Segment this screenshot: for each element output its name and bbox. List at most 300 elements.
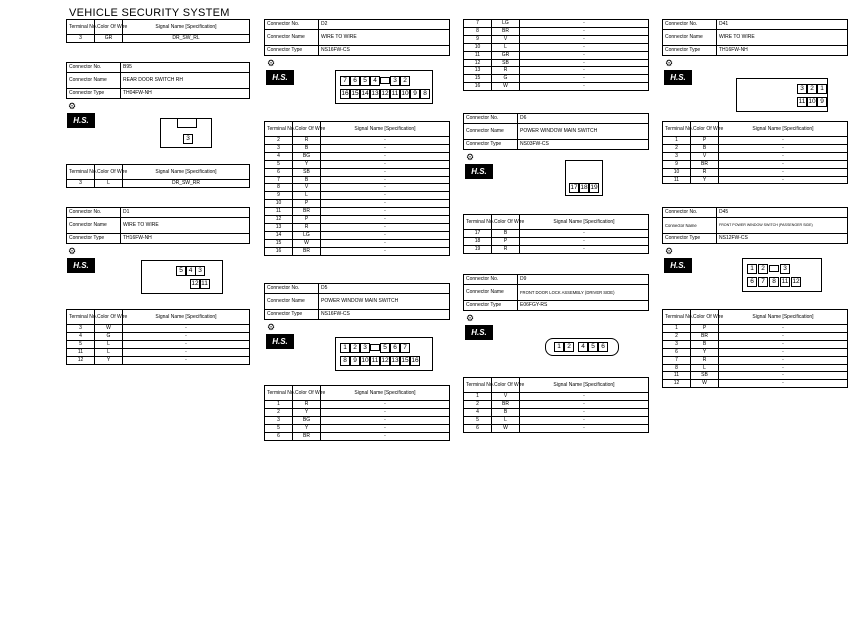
- connector-pin: 15: [351, 90, 359, 97]
- table-row: [67, 356, 250, 364]
- connector-pin: 4: [370, 76, 380, 86]
- wire-color-cell: GR: [492, 51, 520, 59]
- wire-color-cell: B: [492, 408, 520, 416]
- signal-cell: -: [321, 144, 450, 152]
- terminal-cell: 10: [265, 200, 293, 208]
- signal-cell: -: [321, 424, 450, 432]
- table-row: [67, 180, 250, 188]
- connector-d45-table: Terminal No. Color Of Wire Signal Name [Specification] 1 P - 2 BR - 3 B - 6 Y - 7 R - 8 L - 11 SB - 12 W -: [662, 309, 848, 388]
- lock-slot: [769, 265, 779, 272]
- connector-pin: 11: [201, 280, 208, 287]
- wire-color-cell: W: [492, 83, 520, 91]
- page-title: VEHICLE SECURITY SYSTEM: [69, 7, 230, 19]
- connector-b95-table: Terminal No. Color Of Wire Signal Name [Specification] 3 L DR_SW_RR: [66, 164, 250, 188]
- signal-cell: -: [719, 348, 848, 356]
- terminal-cell: 1: [265, 401, 293, 409]
- terminal-cell: 6: [663, 348, 691, 356]
- terminal-cell: 3: [67, 325, 95, 333]
- table-row: [464, 83, 649, 91]
- wire-color-cell: R: [691, 168, 719, 176]
- connector-b95-info: Connector No. B95 Connector Name REAR DOOR SWITCH RH Connector Type TH04FW-NH: [66, 62, 250, 99]
- wire-color-cell: V: [691, 152, 719, 160]
- table-row: [464, 393, 649, 401]
- hs-icon: ⚙ H.S.: [465, 313, 495, 343]
- terminal-cell: 4: [265, 152, 293, 160]
- terminal-cell: 5: [464, 416, 492, 424]
- table-row: [265, 223, 450, 231]
- signal-cell: -: [520, 245, 649, 253]
- connector-pin: 13: [391, 357, 399, 364]
- table-row: [265, 416, 450, 424]
- connector-d1-diagram: [141, 260, 223, 294]
- signal-cell: -: [719, 160, 848, 168]
- connector-pin: 9: [350, 356, 360, 366]
- signal-cell: -: [321, 401, 450, 409]
- signal-cell: -: [520, 393, 649, 401]
- connector-pin: 12: [191, 280, 199, 287]
- vehicle-security-top-table: Terminal No. Color Of Wire Signal Name [Specification] 3 GR DR_SW_RL: [66, 19, 250, 43]
- table-row: [464, 20, 649, 28]
- signal-cell: -: [520, 43, 649, 51]
- table-row: [464, 408, 649, 416]
- terminal-cell: 14: [265, 231, 293, 239]
- connector-d5-diagram: [335, 337, 433, 371]
- terminal-cell: 6: [265, 432, 293, 440]
- connector-pin: 3: [360, 343, 370, 353]
- connector-pin: 12: [381, 90, 389, 97]
- table-row: [464, 400, 649, 408]
- table-row: [67, 332, 250, 340]
- table-row: [464, 75, 649, 83]
- wire-color-cell: W: [492, 424, 520, 432]
- terminal-cell: 3: [67, 180, 95, 188]
- table-row: [265, 200, 450, 208]
- signal-cell: -: [321, 152, 450, 160]
- table-row: [663, 137, 848, 145]
- table-row: [265, 231, 450, 239]
- signal-cell: -: [719, 137, 848, 145]
- signal-cell: -: [520, 75, 649, 83]
- terminal-cell: 5: [265, 160, 293, 168]
- connector-d2-info: Connector No. D2 Connector Name WIRE TO WIRE Connector Type NS16FW-CS: [264, 19, 450, 56]
- wire-color-cell: SB: [492, 59, 520, 67]
- table-row: [464, 35, 649, 43]
- connector-pin: 3: [390, 76, 400, 86]
- connector-pin: 18: [580, 184, 588, 191]
- terminal-cell: 7: [464, 20, 492, 28]
- connector-pin: 11: [781, 278, 789, 285]
- table-row: [663, 364, 848, 372]
- terminal-cell: 16: [265, 247, 293, 255]
- hs-icon: ⚙ H.S.: [67, 246, 97, 276]
- wire-color-cell: B: [492, 230, 520, 238]
- table-row: [265, 247, 450, 255]
- connector-pin: 5: [360, 76, 370, 86]
- signal-cell: -: [321, 408, 450, 416]
- connector-pin: 6: [390, 343, 400, 353]
- connector-pin: 1: [340, 343, 350, 353]
- terminal-cell: 15: [265, 239, 293, 247]
- connector-pin: 10: [808, 98, 816, 105]
- wire-color-cell: Y: [95, 356, 123, 364]
- connector-pin: 15: [401, 357, 409, 364]
- terminal-cell: 10: [663, 168, 691, 176]
- signal-cell: -: [321, 247, 450, 255]
- connector-pin: 7: [758, 277, 768, 287]
- connector-pin: 9: [817, 97, 827, 107]
- terminal-cell: 3: [265, 144, 293, 152]
- table-row: [265, 144, 450, 152]
- signal-cell: -: [321, 192, 450, 200]
- connector-d1-table: Terminal No. Color Of Wire Signal Name [Specification] 3 W - 4 G - 5 L - 11 L - 12 Y -: [66, 309, 250, 365]
- signal-cell: -: [123, 356, 250, 364]
- wire-color-cell: BR: [691, 332, 719, 340]
- signal-cell: -: [520, 416, 649, 424]
- terminal-cell: 9: [265, 192, 293, 200]
- signal-cell: -: [520, 408, 649, 416]
- terminal-cell: 6: [464, 424, 492, 432]
- wire-color-cell: L: [293, 192, 321, 200]
- wire-color-cell: L: [492, 43, 520, 51]
- wire-color-cell: BG: [293, 416, 321, 424]
- terminal-cell: 2: [464, 400, 492, 408]
- table-row: [464, 230, 649, 238]
- table-row: [265, 176, 450, 184]
- connector-pin: 7: [400, 343, 410, 353]
- table-row: [265, 432, 450, 440]
- wire-color-cell: BR: [293, 208, 321, 216]
- connector-pin: 10: [361, 357, 369, 364]
- table-row: [265, 137, 450, 145]
- connector-pin: 5: [176, 266, 186, 276]
- table-row: [464, 43, 649, 51]
- connector-pin: 1: [817, 84, 827, 94]
- wire-color-cell: Y: [293, 160, 321, 168]
- terminal-cell: 3: [663, 152, 691, 160]
- wire-color-cell: P: [691, 137, 719, 145]
- terminal-cell: 2: [663, 332, 691, 340]
- terminal-cell: 13: [265, 223, 293, 231]
- signal-cell: -: [321, 168, 450, 176]
- signal-cell: -: [719, 372, 848, 380]
- wire-color-cell: L: [95, 180, 123, 188]
- connector-pin: 3: [183, 134, 193, 144]
- wire-color-cell: R: [293, 223, 321, 231]
- signal-cell: -: [321, 223, 450, 231]
- terminal-cell: 3: [663, 340, 691, 348]
- terminal-cell: 8: [663, 364, 691, 372]
- signal-cell: -: [321, 416, 450, 424]
- connector-d6-diagram: [565, 160, 603, 196]
- table-row: [67, 325, 250, 333]
- signal-cell: -: [123, 325, 250, 333]
- signal-cell: -: [719, 325, 848, 333]
- wire-color-cell: LG: [293, 231, 321, 239]
- connector-pin: 6: [747, 277, 757, 287]
- hs-icon: ⚙ H.S.: [67, 101, 97, 131]
- signal-cell: -: [321, 184, 450, 192]
- terminal-cell: 12: [663, 380, 691, 388]
- table-row: [464, 51, 649, 59]
- signal-cell: -: [719, 332, 848, 340]
- connector-pin: 1: [554, 342, 564, 352]
- wire-color-cell: SB: [691, 372, 719, 380]
- terminal-cell: 12: [464, 59, 492, 67]
- table-row: [67, 35, 250, 43]
- connector-d2-diagram: [335, 70, 433, 104]
- wire-color-cell: L: [691, 364, 719, 372]
- terminal-cell: 2: [265, 408, 293, 416]
- signal-cell: -: [321, 231, 450, 239]
- connector-d2-table: Terminal No. Color Of Wire Signal Name [Specification] 2 R - 3 B - 4 BG - 5 Y - 6 SB - 7 B - 8 V - 9 L - 10 P - 11 BR - 12 P - 13 R - 14 LG - 15 W - 16 BR -: [264, 121, 450, 256]
- connector-pin: 1: [747, 264, 757, 274]
- wire-color-cell: P: [492, 237, 520, 245]
- wire-color-cell: BG: [293, 152, 321, 160]
- signal-cell: -: [520, 424, 649, 432]
- table-row: [464, 59, 649, 67]
- connector-pin: 16: [341, 90, 349, 97]
- wire-color-cell: L: [492, 416, 520, 424]
- terminal-cell: 11: [464, 51, 492, 59]
- connector-pin: 12: [381, 357, 389, 364]
- terminal-cell: 18: [464, 237, 492, 245]
- connector-b95-diagram: [160, 118, 212, 148]
- connector-d45-diagram: [742, 258, 822, 292]
- connector-d41-info: Connector No. D41 Connector Name WIRE TO WIRE Connector Type TH16FW-NH: [662, 19, 848, 56]
- signal-cell: -: [520, 83, 649, 91]
- wire-color-cell: R: [293, 137, 321, 145]
- signal-cell: -: [321, 208, 450, 216]
- connector-pin: 8: [340, 356, 350, 366]
- table-row: [67, 340, 250, 348]
- signal-cell: DR_SW_RR: [123, 180, 250, 188]
- signal-cell: -: [123, 332, 250, 340]
- wire-color-cell: LG: [492, 20, 520, 28]
- wire-color-cell: SB: [293, 168, 321, 176]
- terminal-cell: 10: [464, 43, 492, 51]
- wire-color-cell: V: [492, 35, 520, 43]
- table-row: [663, 176, 848, 184]
- signal-cell: -: [719, 152, 848, 160]
- signal-cell: -: [321, 137, 450, 145]
- wire-color-cell: Y: [293, 408, 321, 416]
- terminal-cell: 19: [464, 245, 492, 253]
- signal-cell: -: [520, 67, 649, 75]
- terminal-cell: 2: [663, 144, 691, 152]
- signal-cell: -: [719, 340, 848, 348]
- wire-color-cell: B: [293, 144, 321, 152]
- terminal-cell: 11: [663, 176, 691, 184]
- table-row: [663, 340, 848, 348]
- table-row: [265, 408, 450, 416]
- wire-color-cell: V: [492, 393, 520, 401]
- terminal-cell: 2: [265, 137, 293, 145]
- table-row: [265, 216, 450, 224]
- table-row: [265, 168, 450, 176]
- signal-cell: -: [321, 216, 450, 224]
- signal-cell: -: [719, 168, 848, 176]
- table-row: [265, 424, 450, 432]
- terminal-cell: 9: [663, 160, 691, 168]
- connector-pin: 6: [598, 342, 608, 352]
- table-row: [265, 192, 450, 200]
- signal-cell: -: [520, 230, 649, 238]
- connector-pin: 4: [578, 342, 588, 352]
- signal-cell: -: [719, 176, 848, 184]
- wire-color-cell: R: [492, 245, 520, 253]
- connector-pin: 2: [350, 343, 360, 353]
- signal-cell: -: [520, 27, 649, 35]
- wire-color-cell: W: [293, 239, 321, 247]
- hs-icon: ⚙ H.S.: [266, 58, 296, 88]
- table-row: [265, 160, 450, 168]
- terminal-cell: 11: [663, 372, 691, 380]
- table-row: [663, 332, 848, 340]
- terminal-cell: 11: [265, 208, 293, 216]
- table-row: [663, 372, 848, 380]
- wire-color-cell: W: [95, 325, 123, 333]
- wire-color-cell: P: [691, 325, 719, 333]
- terminal-cell: 4: [464, 408, 492, 416]
- signal-cell: -: [520, 237, 649, 245]
- connector-d2-continued-table: [463, 19, 649, 91]
- wire-color-cell: L: [95, 340, 123, 348]
- terminal-cell: 6: [265, 168, 293, 176]
- connector-pin: 14: [361, 90, 369, 97]
- table-row: [464, 237, 649, 245]
- table-row: [265, 152, 450, 160]
- connector-d6-table: Terminal No. Color Of Wire Signal Name [Specification] 17 B - 18 P - 19 R -: [463, 214, 649, 254]
- table-row: [663, 348, 848, 356]
- wire-color-cell: V: [293, 184, 321, 192]
- terminal-cell: 8: [265, 184, 293, 192]
- connector-pin: 13: [371, 90, 379, 97]
- wire-color-cell: BR: [492, 400, 520, 408]
- connector-pin: 5: [380, 343, 390, 353]
- table-row: [265, 239, 450, 247]
- signal-cell: -: [719, 356, 848, 364]
- connector-pin: 2: [758, 264, 768, 274]
- signal-cell: -: [520, 59, 649, 67]
- table-row: [464, 67, 649, 75]
- table-row: [265, 208, 450, 216]
- table-row: [67, 348, 250, 356]
- terminal-cell: 5: [265, 424, 293, 432]
- wire-color-cell: Y: [691, 348, 719, 356]
- signal-cell: -: [321, 200, 450, 208]
- terminal-cell: 1: [663, 137, 691, 145]
- wire-color-cell: BR: [691, 160, 719, 168]
- lock-slot: [380, 77, 390, 84]
- signal-cell: DR_SW_RL: [123, 35, 250, 43]
- connector-d9-info: Connector No. D9 Connector Name FRONT DOOR LOCK ASSEMBLY (DRIVER SIDE) Connector Type E06FGY-RS: [463, 274, 649, 311]
- signal-cell: -: [719, 380, 848, 388]
- table-row: [663, 144, 848, 152]
- wire-color-cell: BR: [293, 432, 321, 440]
- connector-pin: 2: [400, 76, 410, 86]
- wire-color-cell: P: [293, 216, 321, 224]
- wire-color-cell: G: [95, 332, 123, 340]
- table-row: [464, 416, 649, 424]
- connector-pin: 3: [797, 84, 807, 94]
- terminal-cell: 12: [67, 356, 95, 364]
- signal-cell: -: [123, 340, 250, 348]
- connector-pin: 10: [401, 90, 409, 97]
- connector-d41-diagram: [736, 78, 828, 112]
- terminal-cell: 16: [464, 83, 492, 91]
- table-row: [663, 325, 848, 333]
- terminal-cell: 3: [265, 416, 293, 424]
- connector-pin: 11: [371, 357, 379, 364]
- connector-pin: 3: [195, 266, 205, 276]
- lock-slot: [370, 344, 380, 351]
- connector-pin: 12: [792, 278, 800, 285]
- wire-color-cell: L: [95, 348, 123, 356]
- connector-pin: 7: [340, 76, 350, 86]
- signal-cell: -: [123, 348, 250, 356]
- connector-pin: 5: [588, 342, 598, 352]
- signal-cell: -: [321, 239, 450, 247]
- wire-color-cell: B: [691, 340, 719, 348]
- connector-pin: 4: [186, 266, 196, 276]
- wire-color-cell: R: [691, 356, 719, 364]
- connector-pin: 11: [391, 90, 399, 97]
- terminal-cell: 17: [464, 230, 492, 238]
- signal-cell: -: [321, 160, 450, 168]
- connector-pin: 19: [590, 184, 598, 191]
- connector-pin: 2: [564, 342, 574, 352]
- connector-d41-table: Terminal No. Color Of Wire Signal Name [Specification] 1 P - 2 B - 3 V - 9 BR - 10 R - 11 Y -: [662, 121, 848, 184]
- table-row: [663, 168, 848, 176]
- connector-d1-info: Connector No. D1 Connector Name WIRE TO WIRE Connector Type TH16FW-NH: [66, 207, 250, 244]
- wire-color-cell: GR: [95, 35, 123, 43]
- terminal-cell: 13: [464, 67, 492, 75]
- signal-cell: -: [520, 20, 649, 28]
- signal-cell: -: [321, 176, 450, 184]
- connector-pin: 6: [350, 76, 360, 86]
- connector-d45-info: Connector No. D45 Connector Name FRONT POWER WINDOW SWITCH (PASSENGER SIDE) Connector Type NS12FW-CS: [662, 207, 848, 244]
- terminal-cell: 1: [464, 393, 492, 401]
- terminal-cell: 15: [464, 75, 492, 83]
- connector-d9-diagram: [545, 338, 619, 356]
- signal-cell: -: [321, 432, 450, 440]
- signal-cell: -: [719, 364, 848, 372]
- terminal-cell: 7: [663, 356, 691, 364]
- terminal-cell: 1: [663, 325, 691, 333]
- signal-cell: -: [520, 400, 649, 408]
- terminal-cell: 11: [67, 348, 95, 356]
- wire-color-cell: Y: [691, 176, 719, 184]
- table-row: [464, 27, 649, 35]
- table-row: [464, 424, 649, 432]
- connector-pin: 16: [411, 357, 419, 364]
- hs-icon: ⚙ H.S.: [664, 246, 694, 276]
- signal-cell: -: [520, 51, 649, 59]
- wire-color-cell: BR: [293, 247, 321, 255]
- hs-icon: ⚙ H.S.: [465, 152, 495, 182]
- hs-icon: ⚙ H.S.: [266, 322, 296, 352]
- signal-cell: -: [719, 144, 848, 152]
- terminal-cell: 9: [464, 35, 492, 43]
- connector-d5-table: Terminal No. Color Of Wire Signal Name [Specification] 1 R - 2 Y - 3 BG - 5 Y - 6 BR -: [264, 385, 450, 441]
- connector-pin: 17: [570, 184, 578, 191]
- hs-icon: ⚙ H.S.: [664, 58, 694, 88]
- connector-d6-info: Connector No. D6 Connector Name POWER WINDOW MAIN SWITCH Connector Type NS03FW-CS: [463, 113, 649, 150]
- terminal-cell: 3: [67, 35, 95, 43]
- wire-color-cell: R: [293, 401, 321, 409]
- signal-cell: -: [520, 35, 649, 43]
- wire-color-cell: B: [293, 176, 321, 184]
